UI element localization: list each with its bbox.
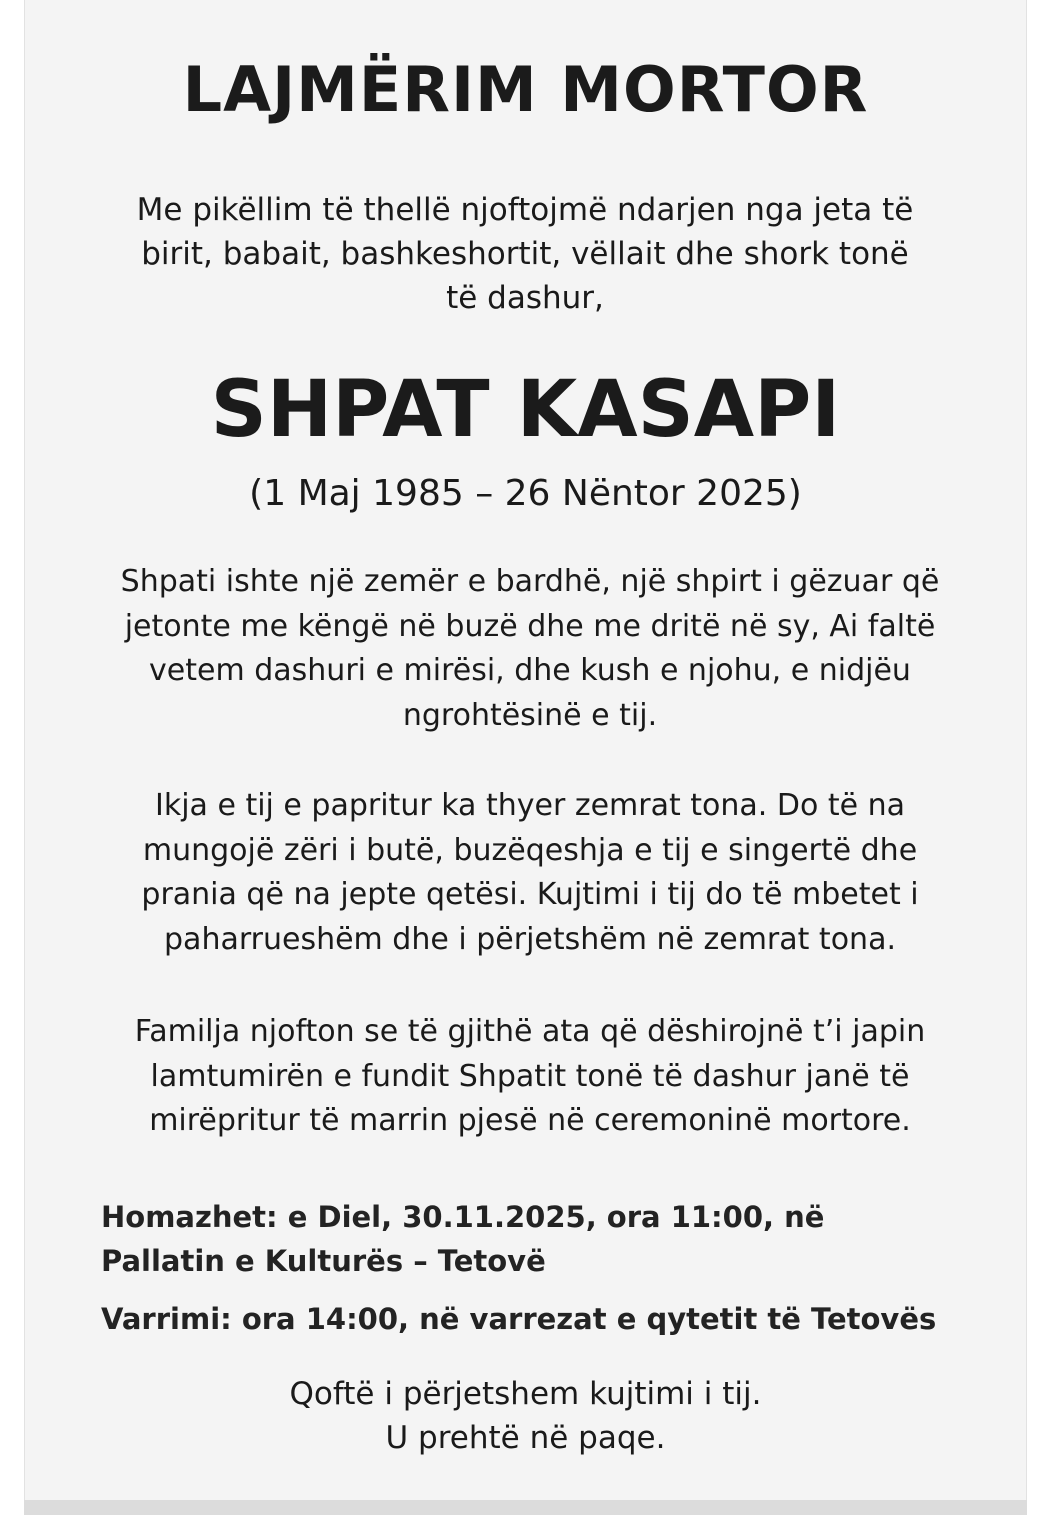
intro-line: të dashur, (446, 280, 604, 316)
paragraph-line: paharrueshëm dhe i përjetshëm në zemrat tona. (164, 921, 896, 957)
varrimi-info: Varrimi: ora 14:00, në varrezat e qytetit të Tetovës (101, 1302, 937, 1336)
deceased-name: SHPAT KASAPI (210, 365, 841, 455)
homazhet-info (101, 1195, 1001, 1283)
paragraph-line: mirëpritur të marrin pjesë në ceremoninë mortore. (149, 1103, 911, 1138)
paragraph-line: mungojë zëri i butë, buzëqeshja e tij e singertë dhe (142, 832, 918, 868)
paragraph-line: jetonte me këngë në buzë dhe me dritë në sy, Ai faltë (124, 608, 936, 644)
intro-text (85, 188, 965, 320)
paragraph-line: Shpati ishte një zemër e bardhë, një shpirt i gëzuar që (120, 564, 940, 599)
paragraph-tribute (75, 560, 985, 738)
intro-line: birit, babait, bashkeshortit, vëllait dhe shork tonë (141, 236, 909, 272)
life-dates: (1 Maj 1985 – 26 Nëntor 2025) (249, 473, 802, 514)
obituary-page (24, 0, 1027, 1500)
paragraph-loss (75, 784, 985, 962)
page-edge (24, 1500, 1027, 1515)
paragraph-line: ngrohtësinë e tij. (402, 697, 658, 733)
paragraph-family (75, 1010, 985, 1144)
homazhet-line: Pallatin e Kulturës – Tetovë (101, 1244, 546, 1278)
paragraph-line: lamtumirën e fundit Shpatit tonë të dashur janë të (150, 1058, 910, 1094)
intro-line: Me pikëllim të thellë njoftojmë ndarjen nga jeta të (136, 192, 914, 228)
homazhet-line: Homazhet: e Diel, 30.11.2025, ora 11:00, në (101, 1200, 825, 1234)
paragraph-line: vetem dashuri e mirësi, dhe kush e njohu, e nidjëu (149, 653, 911, 688)
closing-line: Qoftë i përjetshem kujtimi i tij. (289, 1376, 762, 1412)
paragraph-line: prania që na jepte qetësi. Kujtimi i tij do të mbetet i (141, 877, 919, 912)
paragraph-line: Ikja e tij e papritur ka thyer zemrat tona. Do të na (154, 788, 905, 823)
closing-text (25, 1372, 1026, 1460)
closing-line: U prehtë në paqe. (385, 1420, 666, 1456)
paragraph-line: Familja njofton se të gjithë ata që dëshirojnë t’i japin (134, 1014, 926, 1049)
notice-title: LAJMËRIM MORTOR (182, 53, 869, 126)
